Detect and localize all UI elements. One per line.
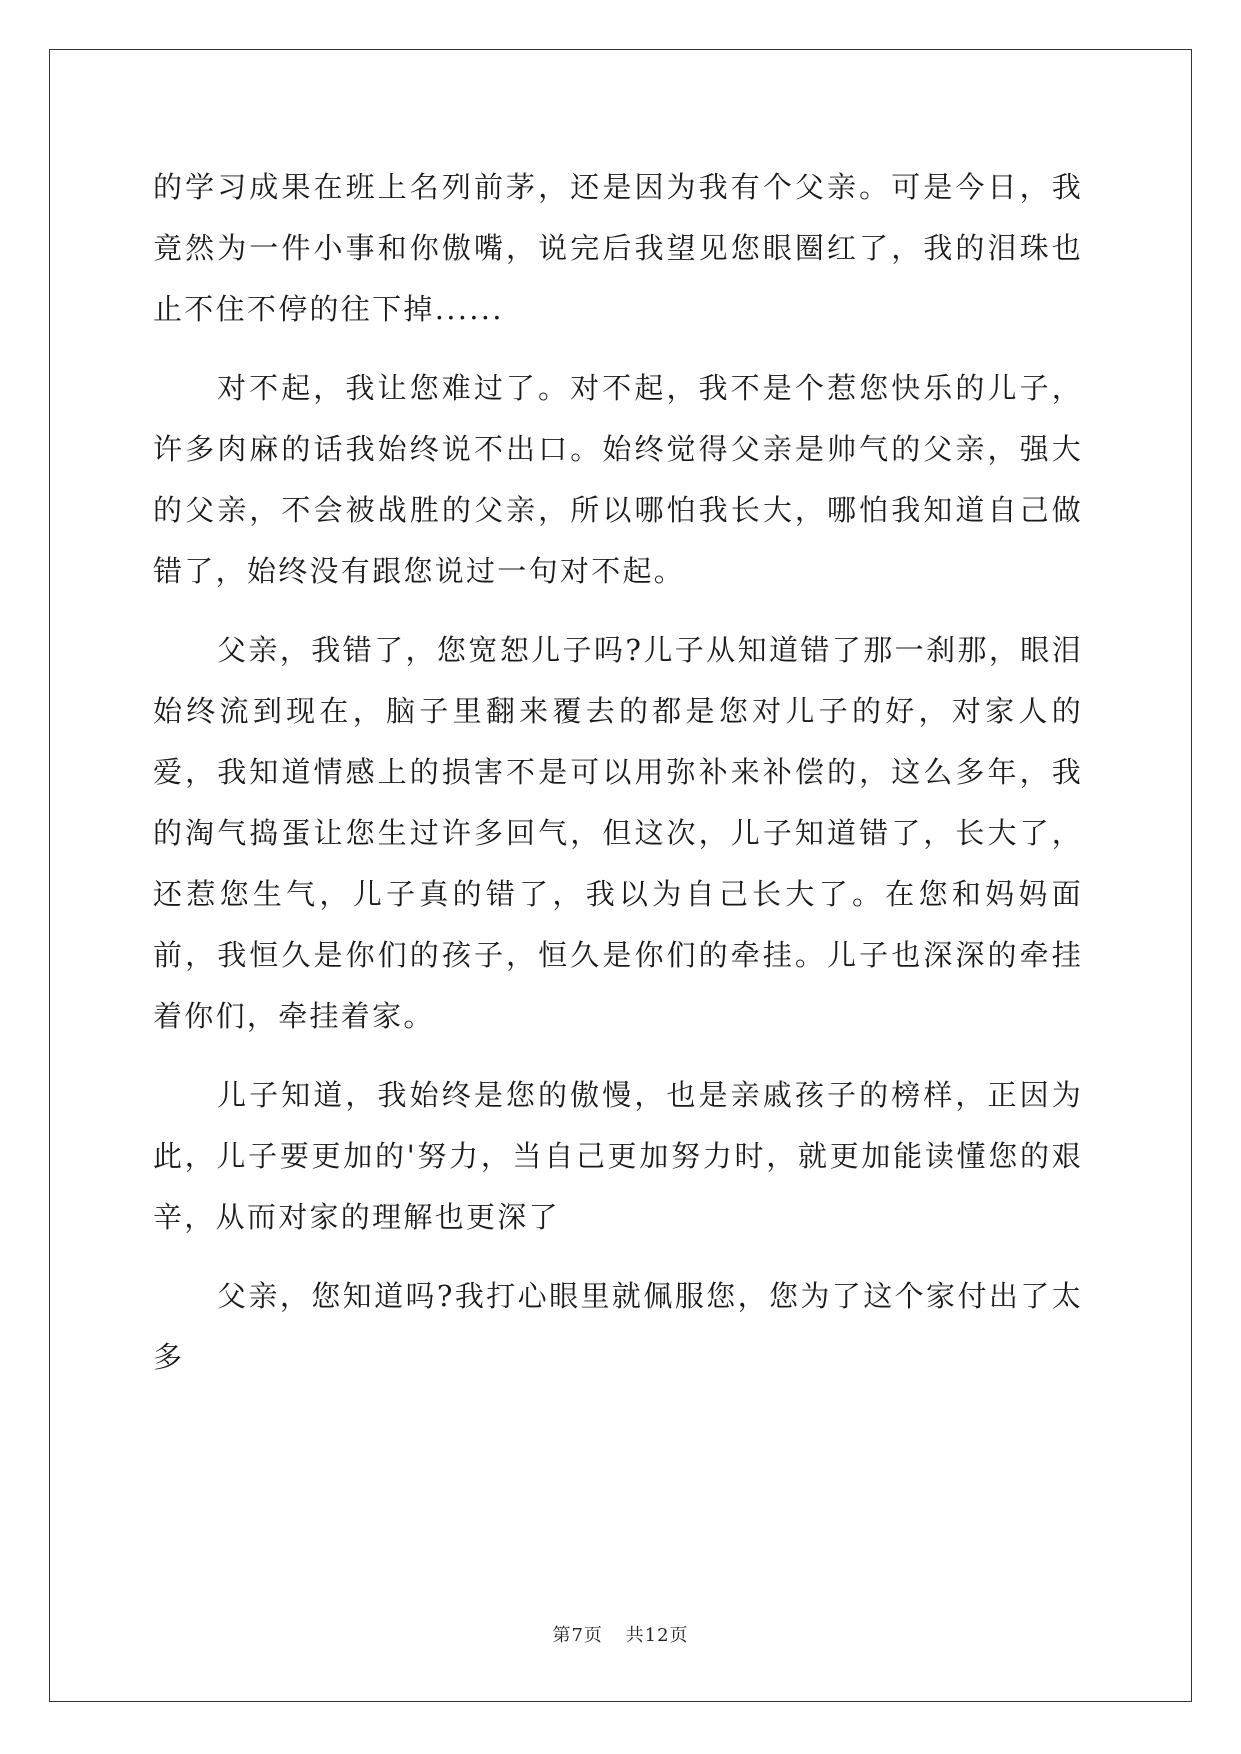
- paragraph-5: 父亲，您知道吗?我打心眼里就佩服您，您为了这个家付出了太多: [153, 1279, 1083, 1374]
- page-footer: [0, 1624, 1241, 1648]
- document-body: [153, 157, 1083, 1388]
- paragraph-2: 对不起，我让您难过了。对不起，我不是个惹您快乐的儿子，许多肉麻的话我始终说不出口。始终觉得父亲是帅气的父亲，强大的父亲，不会被战胜的父亲，所以哪怕我长大，哪怕我知道自己做错了，始终没有跟您说过一句对不起。: [153, 371, 1083, 588]
- page-total: 共12页: [625, 1625, 689, 1646]
- paragraph-3: 父亲，我错了，您宽恕儿子吗?儿子从知道错了那一刹那，眼泪始终流到现在，脑子里翻来覆去的都是您对儿子的好，对家人的爱，我知道情感上的损害不是可以用弥补来补偿的，这么多年，我的淘气捣蛋让您生过许多回气，但这次，儿子知道错了，长大了，还惹您生气，儿子真的错了，我以为自己长大了。在您和妈妈面前，我恒久是你们的孩子，恒久是你们的牵挂。儿子也深深的牵挂着你们，牵挂着家。: [153, 633, 1083, 1033]
- paragraph-4: 儿子知道，我始终是您的傲慢，也是亲戚孩子的榜样，正因为此，儿子要更加的'努力，当自己更加努力时，就更加能读懂您的艰辛，从而对家的理解也更深了: [153, 1078, 1083, 1234]
- paragraph-1: 的学习成果在班上名列前茅，还是因为我有个父亲。可是今日，我竟然为一件小事和你傲嘴，说完后我望见您眼圈红了，我的泪珠也止不住不停的往下掉......: [153, 170, 1083, 326]
- page-number: 第7页: [552, 1625, 603, 1646]
